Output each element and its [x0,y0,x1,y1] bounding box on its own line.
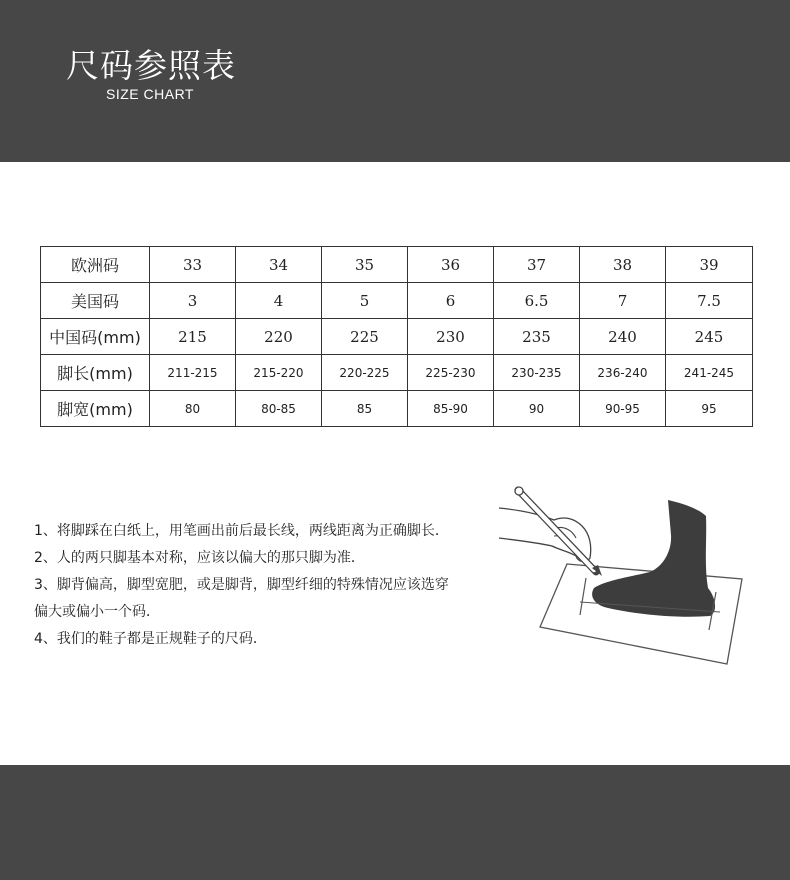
page-subtitle: SIZE CHART [106,86,194,102]
table-cell: 95 [666,391,753,427]
header-banner [0,0,790,162]
table-cell: 34 [236,247,322,283]
table-cell: 80-85 [236,391,322,427]
note-line: 3、脚背偏高，脚型宽肥，或是脚背，脚型纤细的特殊情况应该选穿 [34,577,449,593]
table-cell: 37 [494,247,580,283]
table-cell: 85-90 [408,391,494,427]
table-cell: 36 [408,247,494,283]
table-cell: 4 [236,283,322,319]
table-row [41,391,753,427]
table-row [41,283,753,319]
table-cell: 236-240 [580,355,666,391]
table-cell: 225 [322,319,408,355]
note-line: 偏大或偏小一个码． [34,604,160,620]
row-label: 中国码(mm) [41,319,150,355]
table-row [41,319,753,355]
table-cell: 33 [150,247,236,283]
table-cell: 7.5 [666,283,753,319]
table-cell: 85 [322,391,408,427]
size-chart-table [40,246,753,427]
table-cell: 38 [580,247,666,283]
table-cell: 235 [494,319,580,355]
table-cell: 90-95 [580,391,666,427]
table-cell: 240 [580,319,666,355]
table-cell: 215-220 [236,355,322,391]
table-cell: 245 [666,319,753,355]
table-cell: 80 [150,391,236,427]
table-cell: 241-245 [666,355,753,391]
table-cell: 220 [236,319,322,355]
table-cell: 6.5 [494,283,580,319]
table-cell: 90 [494,391,580,427]
measurement-notes [34,518,484,653]
table-cell: 230 [408,319,494,355]
table-cell: 220-225 [322,355,408,391]
table-cell: 6 [408,283,494,319]
table-cell: 35 [322,247,408,283]
foot-measure-icon [494,480,754,675]
table-row [41,247,753,283]
page-title: 尺码参照表 [66,46,236,85]
note-line: 1、将脚踩在白纸上，用笔画出前后最长线，两线距离为正确脚长． [34,523,449,539]
row-label: 欧洲码 [41,247,150,283]
table-cell: 215 [150,319,236,355]
table-cell: 225-230 [408,355,494,391]
table-cell: 211-215 [150,355,236,391]
row-label: 脚长(mm) [41,355,150,391]
table-row [41,355,753,391]
table-cell: 39 [666,247,753,283]
note-line: 4、我们的鞋子都是正规鞋子的尺码． [34,631,267,647]
note-line: 2、人的两只脚基本对称，应该以偏大的那只脚为准． [34,550,365,566]
table-cell: 230-235 [494,355,580,391]
table-cell: 3 [150,283,236,319]
table-cell: 7 [580,283,666,319]
footer-bar [0,765,790,880]
row-label: 美国码 [41,283,150,319]
row-label: 脚宽(mm) [41,391,150,427]
table-cell: 5 [322,283,408,319]
